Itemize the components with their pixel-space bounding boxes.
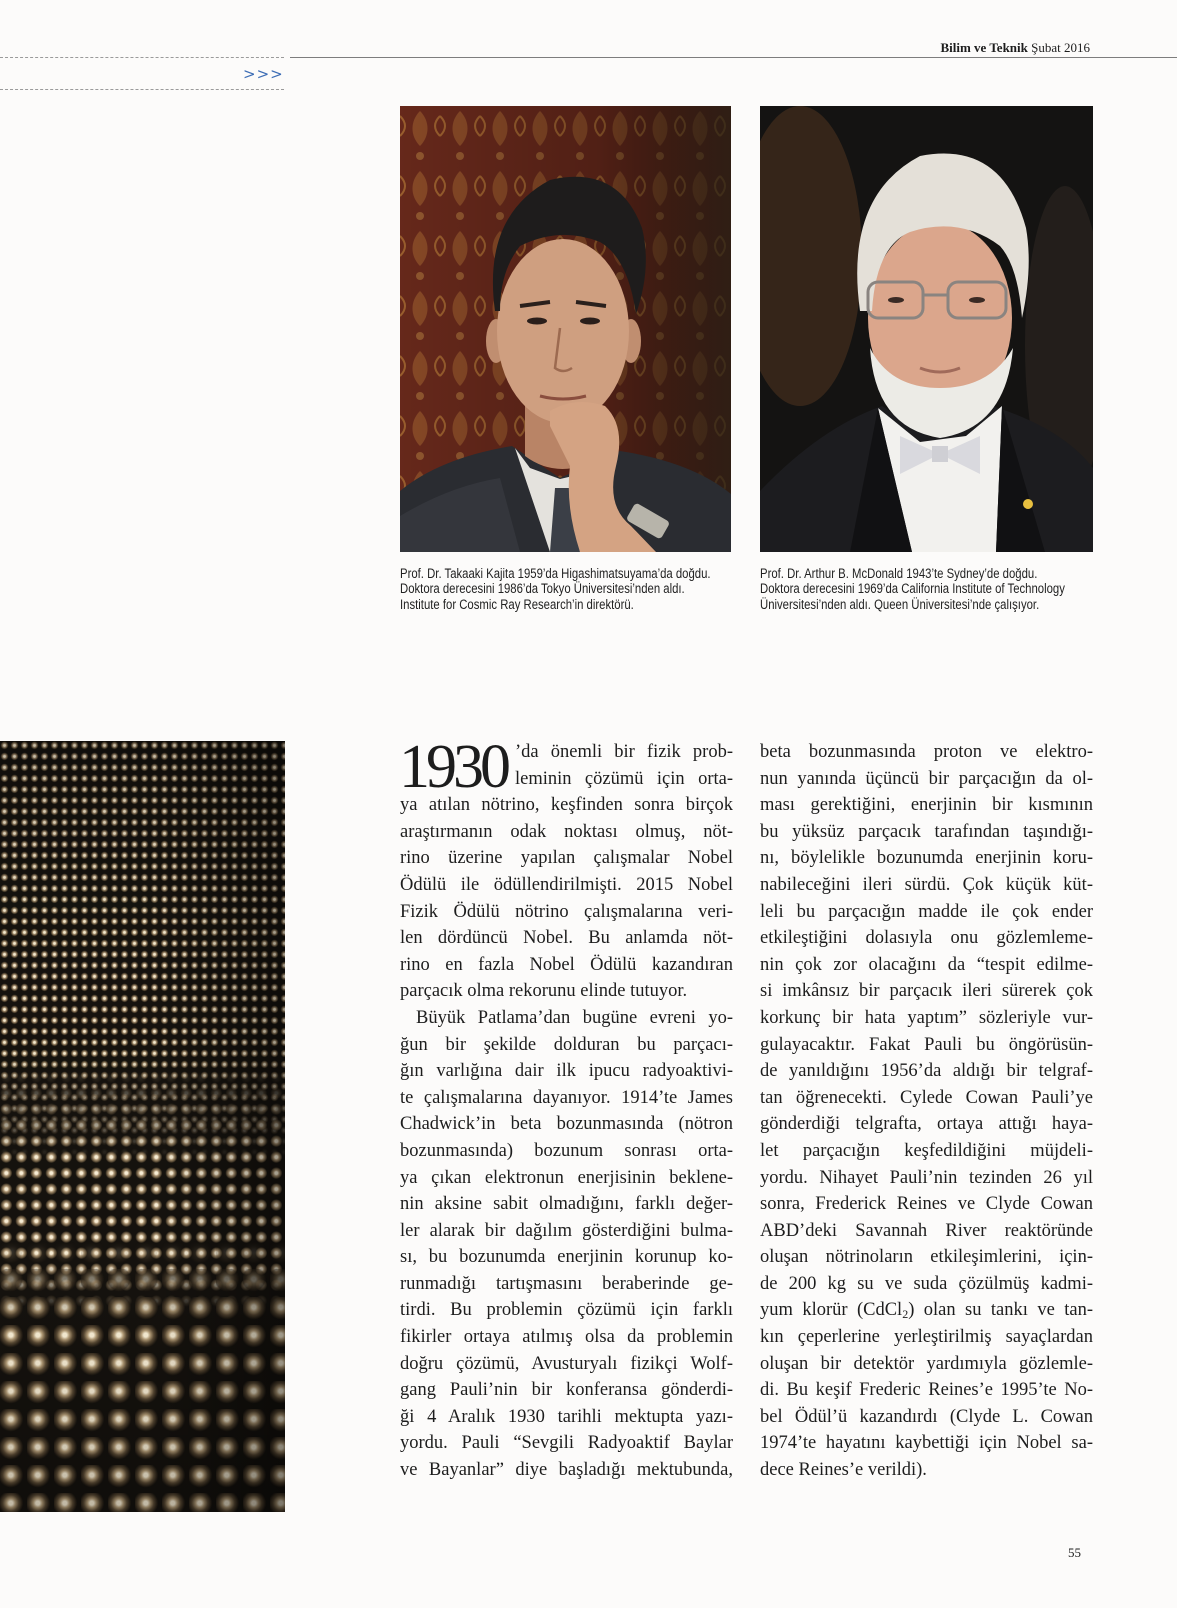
photo-caption-right (760, 566, 1105, 616)
text-line: Büyük Patlama’dan bugüne evreni yo- (416, 1007, 733, 1028)
text-line: gulayacaktır. Fakat Pauli bu öngörüsün- (760, 1034, 1093, 1055)
caption-line: Prof. Dr. Takaaki Kajita 1959’da Higashimatsuyama’da doğdu. (400, 566, 711, 581)
subscript: 2 (902, 1307, 909, 1322)
caption-line: Üniversitesi’nden aldı. Queen Üniversitesi’nde çalışıyor. (760, 596, 1040, 612)
text-line: dece Reines’e verildi). (760, 1460, 927, 1481)
photo-caption-left (400, 566, 735, 616)
text-line: sonra, Frederick Reines ve Clyde Cowan (760, 1194, 1093, 1215)
text-line: tirdi. Bu problemin çözümü için farklı (400, 1300, 733, 1321)
text-line: ABD’deki Savannah River reaktöründe (760, 1220, 1093, 1241)
portrait-photo-right (760, 106, 1093, 552)
text-line: leminin çözümü için orta- (515, 768, 733, 789)
running-header (940, 40, 1090, 55)
text-line: kın çeperlerine yerleştirilmiş sayaçlardan (760, 1327, 1093, 1348)
text-line: fikirler ortaya atılmış olsa da problemin (400, 1327, 733, 1348)
text-segment: yum klorür (CdCl (760, 1300, 903, 1321)
text-line: rino üzerine yapılan çalışmalar Nobel (400, 848, 733, 869)
text-line: doğru çözümü, Avusturyalı fizikçi Wolf- (400, 1353, 733, 1374)
caption-line: Doktora derecesini 1969’da California Institute of Technology (760, 581, 1065, 597)
portrait-photo-right-image (760, 106, 1093, 552)
text-line: ya çıkan elektronun enerjisinin beklene- (400, 1167, 733, 1188)
text-line: beta bozunmasında proton ve elektro- (760, 742, 1093, 762)
text-line: Fizik Ödülü nötrino çalışmalarına veri- (400, 901, 733, 922)
article-column-1 (399, 733, 733, 1484)
text-line: yordu. Nihayet Pauli’nin tezinden 26 yıl (760, 1167, 1093, 1188)
text-line: ğun bir şekilde dolduran bu parçacı- (400, 1034, 733, 1055)
text-line: ya atılan nötrino, keşfinden sonra birçok (400, 795, 733, 816)
text-line: 1974’te hayatını kaybettiği için Nobel sa- (760, 1433, 1093, 1454)
caption-line: Institute for Cosmic Ray Research’in direktörü. (400, 596, 634, 612)
text-line: rino en fazla Nobel Ödülü kazandıran (400, 954, 733, 975)
text-line: nun yanında üçüncü bir parçacığın da ol- (760, 768, 1093, 789)
text-line: ve Bayanlar” diye başladığı mektubunda, (400, 1460, 733, 1481)
text-line: bu yüksüz parçacık tarafından taşındığı- (760, 821, 1093, 842)
text-segment: ) olan su tankı ve tan- (908, 1300, 1093, 1321)
section-marker: >>> (243, 65, 284, 83)
text-line: ’da önemli bir fizik prob- (515, 742, 733, 762)
issue-date: Şubat 2016 (1031, 40, 1090, 55)
text-line: etkileştiğini dolasıyla onu gözlemleme- (760, 928, 1093, 949)
text-line (760, 1297, 1093, 1324)
text-line: nin aksine sabit olmadığını, farklı değer- (400, 1194, 733, 1215)
text-line: te çalışmalarına dayanıyor. 1914’te James (400, 1087, 733, 1108)
detector-shading (0, 741, 285, 1512)
text-line: korkunç bir hata yaptım” sözleriyle vur- (760, 1007, 1093, 1028)
text-line: len dördüncü Nobel. Bu anlamda nöt- (400, 928, 733, 949)
text-line: tan öğrenecekti. Cylede Cowan Pauli’ye (760, 1087, 1093, 1108)
text-line: gönderdiği telgrafta, ortaya attığı haya- (760, 1114, 1093, 1135)
marker-rule-bottom (0, 89, 284, 90)
text-line: de 200 kg su ve suda çözülmüş kadmi- (760, 1273, 1093, 1294)
text-line: ler alarak bir dağılım gösterdiğini bulma- (400, 1220, 733, 1241)
marker-rule-top (0, 57, 284, 58)
text-line: di. Bu keşif Frederic Reines’e 1995’te No- (760, 1380, 1093, 1401)
text-line: parçacık olma rekorunu elinde tutuyor. (400, 981, 688, 1002)
article-column-2 (760, 739, 1093, 1484)
text-line: nin çok zor olacağını da “tespit edilme- (760, 954, 1093, 975)
text-line: bel Ödül’ü kazandırdı (Clyde L. Cowan (760, 1406, 1093, 1427)
text-line: bozunmasında) bozunum sonrası orta- (400, 1140, 733, 1161)
text-line: oluşan bir detektör yardımıyla gözlemle- (760, 1353, 1093, 1374)
text-line: yordu. Pauli “Sevgili Radyoaktif Baylar (400, 1433, 733, 1454)
text-line: nı, böylelikle bozunumda enerjinin koru- (760, 848, 1093, 869)
detector-photo (0, 741, 285, 1512)
text-line: gang Pauli’nin bir konferansa gönderdi- (400, 1380, 733, 1401)
text-line: ğın varlığına dair ilk ipucu radyoaktivi- (400, 1061, 733, 1082)
text-line: de yanıldığını 1956’da aldığı bir telgraf- (760, 1061, 1093, 1082)
portrait-photo-left (400, 106, 731, 552)
text-line: oluşan nötrinoların etkileşimlerini, için- (760, 1247, 1093, 1268)
text-line: let parçacığın keşfedildiğini müjdeli- (760, 1140, 1093, 1161)
text-line: si imkânsız bir parçacık ileri sürerek çok (760, 981, 1093, 1002)
text-line: Ödülü ile ödüllendirilmişti. 2015 Nobel (400, 874, 733, 895)
text-line: runmadığı tartışmasını beraberinde ge- (400, 1273, 733, 1294)
text-line: Chadwick’in beta bozunmasında (nötron (400, 1114, 733, 1135)
text-line: ği 4 Aralık 1930 tarihli mektupta yazı- (400, 1406, 733, 1427)
page-number: 55 (1068, 1545, 1081, 1560)
text-line: nabileceğini ileri sürdü. Çok küçük küt- (760, 874, 1093, 895)
text-line: ması gerektiğini, enerjinin bir kısmının (760, 795, 1093, 816)
caption-line: Doktora derecesini 1986’da Tokyo Üniversitesi’nden aldı. (400, 581, 685, 597)
caption-line: Prof. Dr. Arthur B. McDonald 1943’te Sydney’de doğdu. (760, 566, 1038, 581)
portrait-photo-left-image (400, 106, 731, 552)
text-line: araştırmanın odak noktası olmuş, nöt- (400, 821, 733, 842)
text-line: sı, bu bozunumda enerjinin korunup ko- (400, 1247, 733, 1268)
text-line: leli bu parçacığın madde ile çok ender (760, 901, 1093, 922)
magazine-title: Bilim ve Teknik (940, 40, 1028, 55)
header-rule (290, 57, 1177, 58)
drop-cap: 1930 (399, 733, 507, 801)
